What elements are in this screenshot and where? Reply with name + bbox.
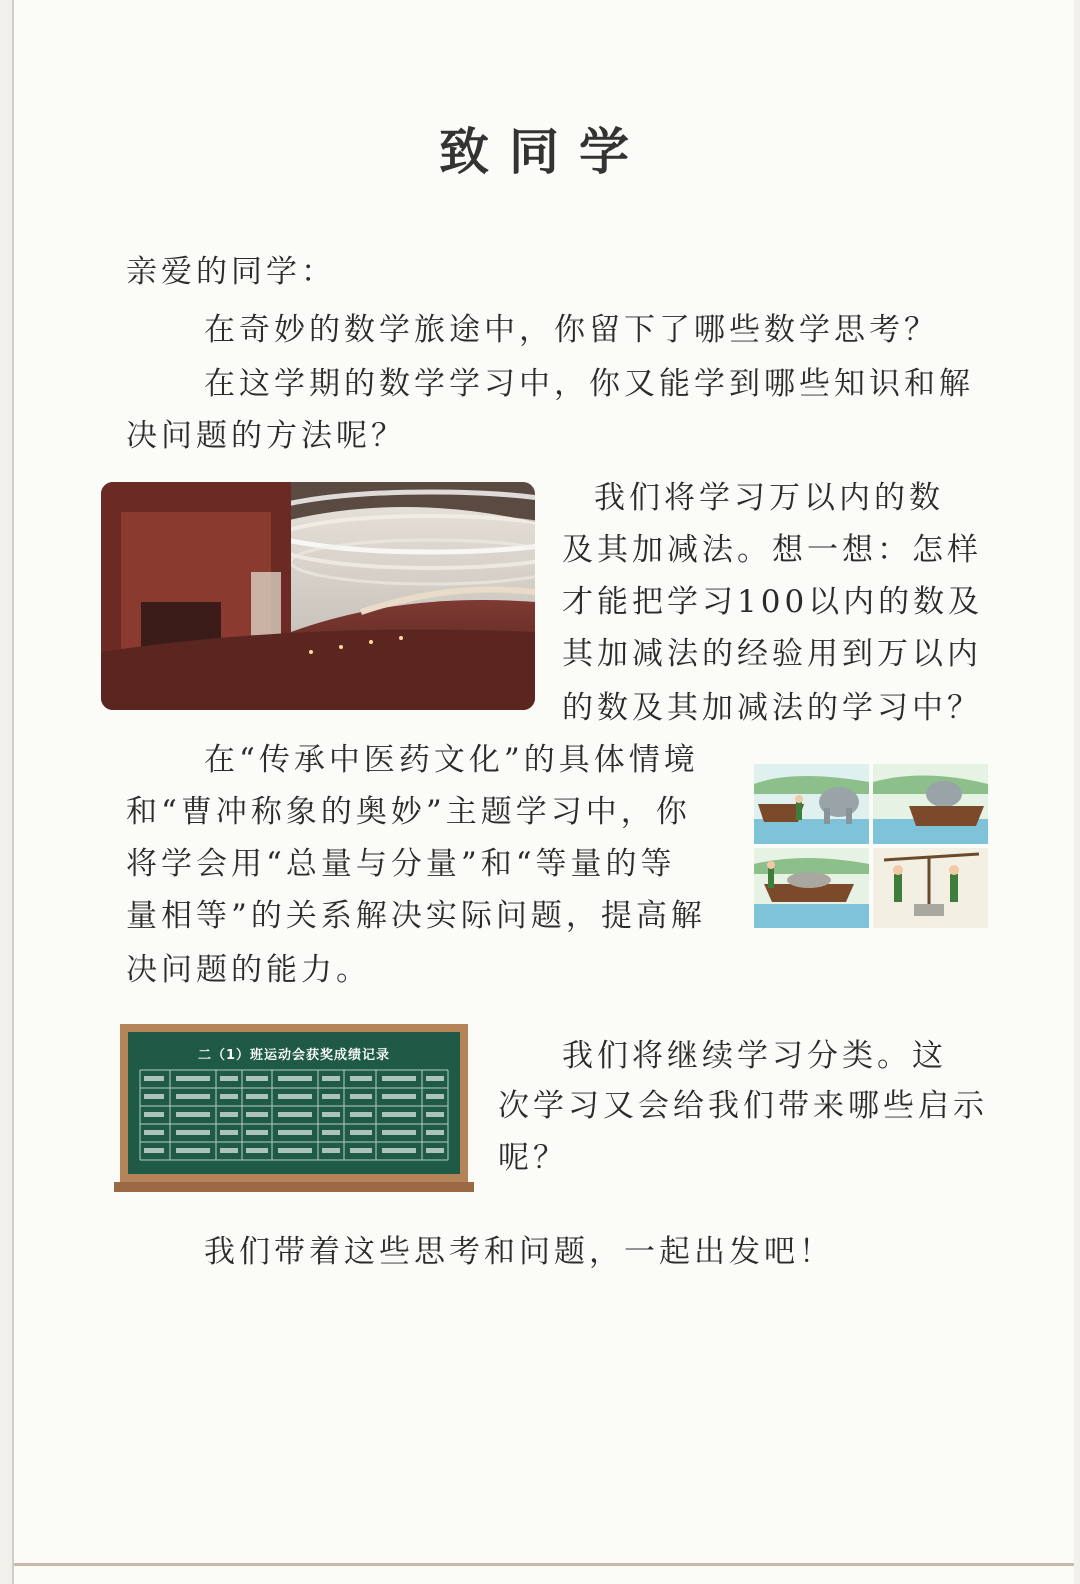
blackboard-title: 二（1）班运动会获奖成绩记录 (197, 1048, 391, 1063)
para1-line-5: 的数及其加减法的学习中？ (562, 690, 982, 726)
greeting: 亲爱的同学： (126, 254, 336, 290)
intro-line-2: 在这学期的数学学习中，你又能学到哪些知识和解 (204, 366, 974, 402)
intro-line-1: 在奇妙的数学旅途中，你留下了哪些数学思考？ (204, 312, 939, 348)
para3-line-3: 呢？ (498, 1140, 568, 1176)
textbook-page (12, 0, 1074, 1584)
intro-line-3: 决问题的方法呢？ (126, 418, 406, 454)
blackboard-image (114, 1022, 474, 1198)
para2-line-3: 将学会用“总量与分量”和“等量的等 (126, 846, 676, 882)
para2-line-1: 在“传承中医药文化”的具体情境 (204, 742, 699, 778)
para2-line-2: 和“曹冲称象的奥妙”主题学习中，你 (126, 794, 691, 830)
theater-image (101, 482, 535, 710)
elephant-comic-image (754, 764, 988, 928)
bottom-border (14, 1563, 1074, 1566)
closing-line: 我们带着这些思考和问题，一起出发吧！ (204, 1234, 834, 1270)
page-title: 致同学 (439, 122, 649, 181)
para2-line-4: 量相等”的关系解决实际问题，提高解 (126, 898, 706, 934)
para3-line-1: 我们将继续学习分类。这 (562, 1038, 947, 1074)
para2-line-5: 决问题的能力。 (126, 952, 371, 988)
para1-line-3: 才能把学习100以内的数及 (562, 584, 984, 620)
para1-line-2: 及其加减法。想一想：怎样 (562, 532, 982, 568)
para1-line-1: 我们将学习万以内的数 (594, 480, 944, 516)
para3-line-2: 次学习又会给我们带来哪些启示 (498, 1088, 988, 1124)
para1-line-4: 其加减法的经验用到万以内 (562, 636, 982, 672)
